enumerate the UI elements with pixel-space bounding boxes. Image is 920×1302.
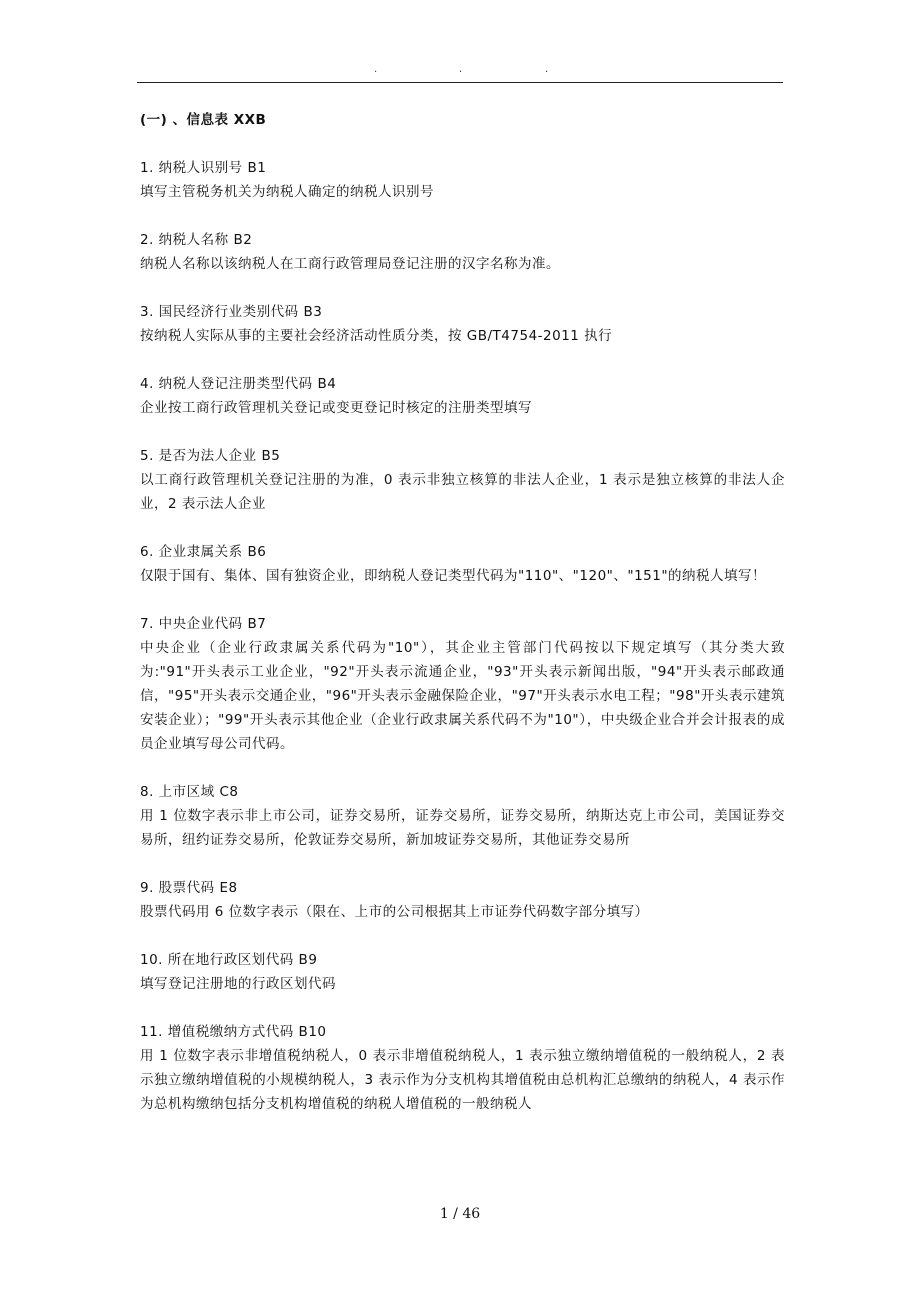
section-title: (一) 、信息表 XXB xyxy=(140,112,267,128)
field-title: 4. 纳税人登记注册类型代码 B4 xyxy=(140,376,337,392)
field-item-b6 xyxy=(140,540,785,588)
field-description: 股票代码用 6 位数字表示（限在、上市的公司根据其上市证券代码数字部分填写） xyxy=(140,904,649,920)
header-dot: . xyxy=(459,64,463,75)
header-dots xyxy=(137,64,783,80)
field-item-b2 xyxy=(140,228,785,276)
field-title: 9. 股票代码 E8 xyxy=(140,880,238,896)
field-title: 3. 国民经济行业类别代码 B3 xyxy=(140,304,323,320)
field-item-b5 xyxy=(140,444,785,516)
field-item-c8 xyxy=(140,780,785,852)
field-description: 纳税人名称以该纳税人在工商行政管理局登记注册的汉字名称为准。 xyxy=(140,256,560,272)
field-item-b7 xyxy=(140,612,785,756)
field-item-e8 xyxy=(140,876,785,924)
field-description: 填写主管税务机关为纳税人确定的纳税人识别号 xyxy=(140,184,434,200)
field-item-b4 xyxy=(140,372,785,420)
field-title: 5. 是否为法人企业 B5 xyxy=(140,448,281,464)
field-description: 按纳税人实际从事的主要社会经济活动性质分类，按 GB/T4754-2011 执行 xyxy=(140,328,613,344)
field-item-b1 xyxy=(140,156,785,204)
field-description: 用 1 位数字表示非增值税纳税人，0 表示非增值税纳税人，1 表示独立缴纳增值税的一般纳税人，2 表示独立缴纳增值税的小规模纳税人，3 表示作为分支机构其增值税由总机构汇总缴纳的纳税人，4 表示作为总机构缴纳包括分支机构增值税的纳税人增值税的一般纳税人 xyxy=(140,1048,785,1112)
header-dot: . xyxy=(545,64,549,75)
field-description: 仅限于国有、集体、国有独资企业，即纳税人登记类型代码为"110"、"120"、"151"的纳税人填写！ xyxy=(140,568,767,584)
field-description: 企业按工商行政管理机关登记或变更登记时核定的注册类型填写 xyxy=(140,400,532,416)
field-item-b3 xyxy=(140,300,785,348)
header-rule xyxy=(137,82,783,83)
header-dot: . xyxy=(374,64,378,75)
field-title: 1. 纳税人识别号 B1 xyxy=(140,160,267,176)
field-title: 11. 增值税缴纳方式代码 B10 xyxy=(140,1024,327,1040)
field-description: 中央企业（企业行政隶属关系代码为"10"），其企业主管部门代码按以下规定填写（其分类大致为:"91"开头表示工业企业，"92"开头表示流通企业，"93"开头表示新闻出版，"94"开头表示邮政通信，"95"开头表示交通企业，"96"开头表示金融保险企业，"97"开头表示水电工程；"98"开头表示建筑安装企业）；"99"开头表示其他企业（企业行政隶属关系代码不为"10"），中央级企业合并会计报表的成员企业填写母公司代码。 xyxy=(140,640,785,752)
field-title: 2. 纳税人名称 B2 xyxy=(140,232,253,248)
field-description: 用 1 位数字表示非上市公司，证券交易所，证券交易所，证券交易所，纳斯达克上市公司，美国证券交易所，纽约证券交易所，伦敦证券交易所，新加坡证券交易所，其他证券交易所 xyxy=(140,808,785,848)
document-content xyxy=(140,108,785,1140)
page-number: 1 / 46 xyxy=(439,1206,481,1222)
field-description: 填写登记注册地的行政区划代码 xyxy=(140,976,336,992)
field-description: 以工商行政管理机关登记注册的为准，0 表示非独立核算的非法人企业，1 表示是独立核算的非法人企业，2 表示法人企业 xyxy=(140,472,785,512)
field-item-b10 xyxy=(140,1020,785,1116)
field-title: 8. 上市区域 C8 xyxy=(140,784,239,800)
field-title: 7. 中央企业代码 B7 xyxy=(140,616,267,632)
field-title: 10. 所在地行政区划代码 B9 xyxy=(140,952,318,968)
field-title: 6. 企业隶属关系 B6 xyxy=(140,544,267,560)
field-item-b9 xyxy=(140,948,785,996)
